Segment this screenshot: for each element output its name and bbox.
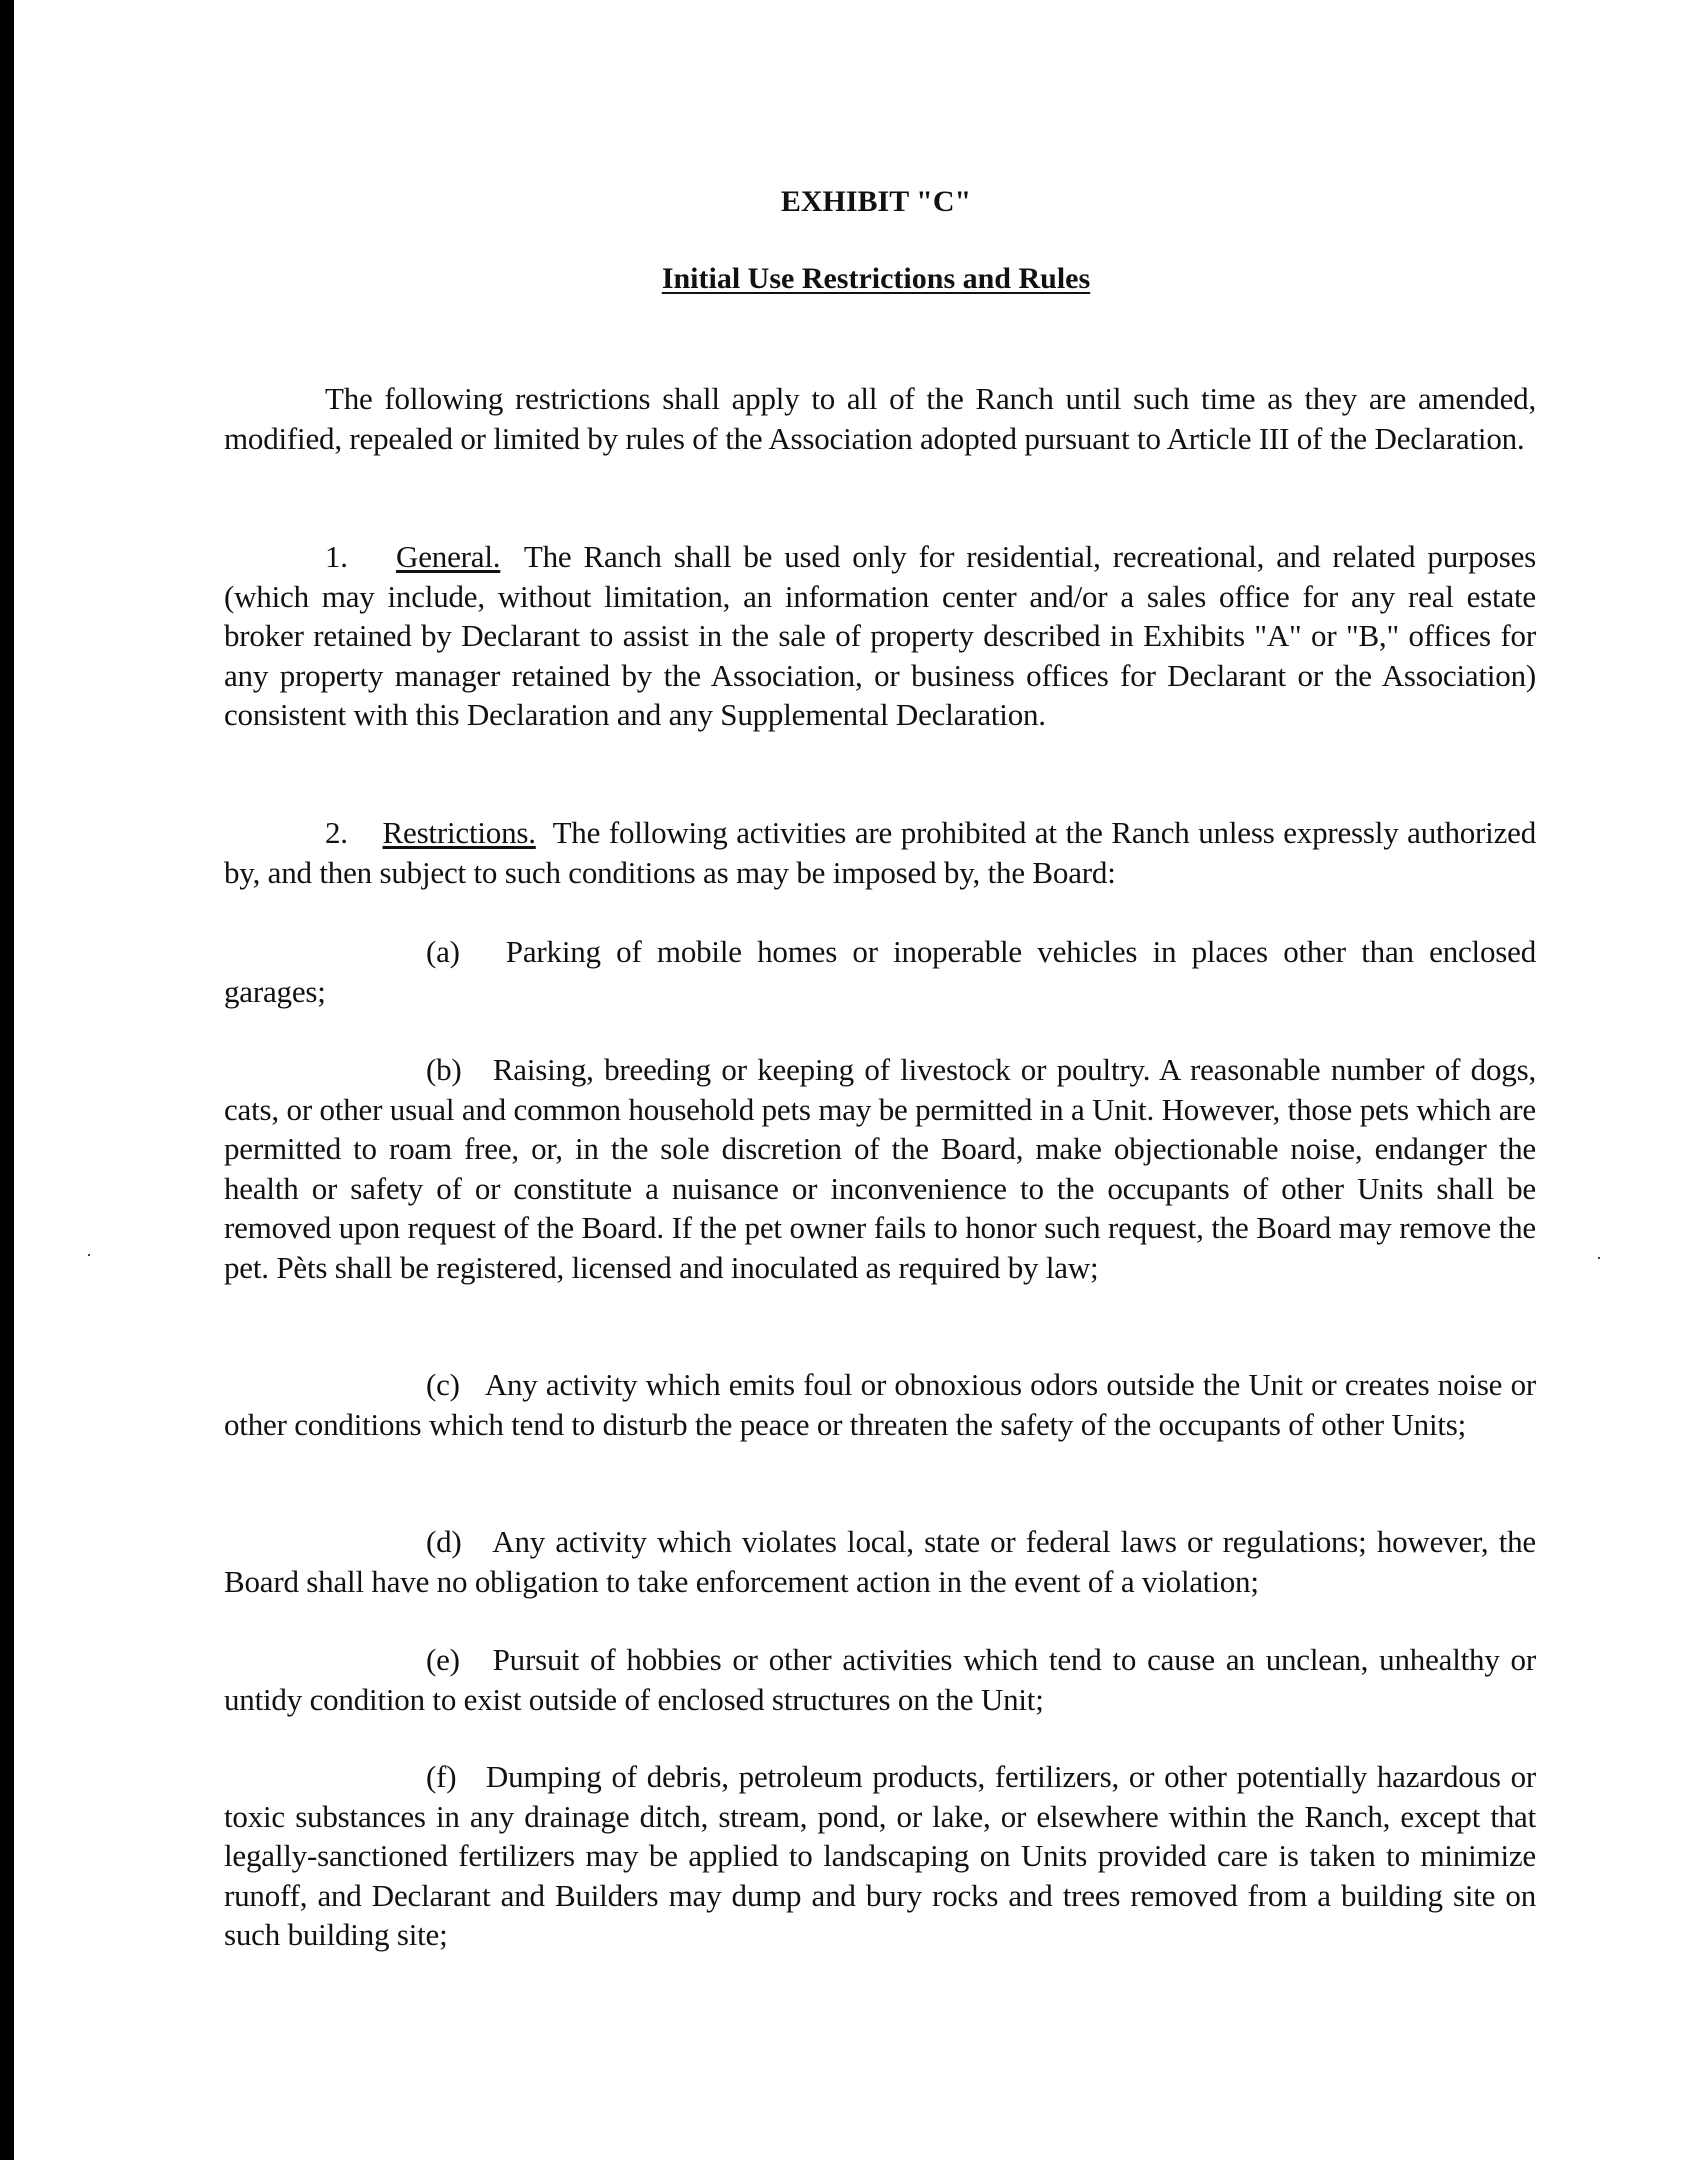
restriction-item <box>224 1050 1536 1287</box>
document-subtitle: Initial Use Restrictions and Rules <box>661 262 1091 295</box>
item-text: Any activity which emits foul or obnoxious odors outside the Unit or creates noise or other conditions which tend to disturb the peace or threaten the safety of the occupants of other Units; <box>224 1367 1536 1442</box>
section-number: 2. <box>325 815 348 850</box>
restriction-item <box>224 1522 1536 1601</box>
item-label: (b) <box>426 1052 462 1087</box>
section-heading: Restrictions. <box>382 815 536 850</box>
section-heading: General. <box>396 539 501 574</box>
restriction-item <box>224 932 1536 1011</box>
section-text: The Ranch shall be used only for residential, recreational, and related purposes (which may include, without limitation, an information center and/or a sales office for any real estate broker retained by Declarant to assist in the sale of property described in Exhibits "A" or "B," offices for any property manager retained by the Association, or business offices for Declarant or the Association) consistent with this Declaration and any Supplemental Declaration. <box>224 539 1536 732</box>
item-label: (c) <box>426 1367 460 1402</box>
section-number: 1. <box>325 539 348 574</box>
scan-speck <box>1598 1257 1600 1259</box>
section-restrictions <box>224 813 1536 892</box>
item-text: Raising, breeding or keeping of livestock or poultry. A reasonable number of dogs, cats, or other usual and common household pets may be permitted in a Unit. However, those pets which are permitted to roam free, or, in the sole discretion of the Board, make objectionable noise, endanger the health or safety of or constitute a nuisance or inconvenience to the occupants of other Units shall be removed upon request of the Board. If the pet owner fails to honor such request, the Board may remove the pet. Pèts shall be registered, licensed and inoculated as required by law; <box>224 1052 1536 1285</box>
scan-speck <box>88 1254 90 1256</box>
section-text: The following activities are prohibited at the Ranch unless expressly authorized by, and then subject to such conditions as may be imposed by, the Board: <box>224 815 1536 890</box>
item-text: Pursuit of hobbies or other activities which tend to cause an unclean, unhealthy or untidy condition to exist outside of enclosed structures on the Unit; <box>224 1642 1536 1717</box>
restriction-item <box>224 1365 1536 1444</box>
item-label: (f) <box>426 1759 457 1794</box>
restriction-item <box>224 1640 1536 1719</box>
exhibit-title: EXHIBIT "C" <box>780 185 972 218</box>
item-text: Parking of mobile homes or inoperable vehicles in places other than enclosed garages; <box>224 934 1536 1009</box>
item-text: Any activity which violates local, state or federal laws or regulations; however, the Board shall have no obligation to take enforcement action in the event of a violation; <box>224 1524 1536 1599</box>
item-label: (d) <box>426 1524 462 1559</box>
item-label: (a) <box>426 934 460 969</box>
intro-paragraph: The following restrictions shall apply to all of the Ranch until such time as they are amended, modified, repealed or limited by rules of the Association adopted pursuant to Article III of the Declaration. <box>224 381 1536 456</box>
section-general <box>224 537 1536 735</box>
item-label: (e) <box>426 1642 460 1677</box>
item-text: Dumping of debris, petroleum products, fertilizers, or other potentially hazardous or toxic substances in any drainage ditch, stream, pond, or lake, or elsewhere within the Ranch, except that legally-sanctioned fertilizers may be applied to landscaping on Units provided care is taken to minimize runoff, and Declarant and Builders may dump and bury rocks and trees removed from a building site on such building site; <box>224 1759 1536 1952</box>
restriction-item <box>224 1757 1536 1955</box>
